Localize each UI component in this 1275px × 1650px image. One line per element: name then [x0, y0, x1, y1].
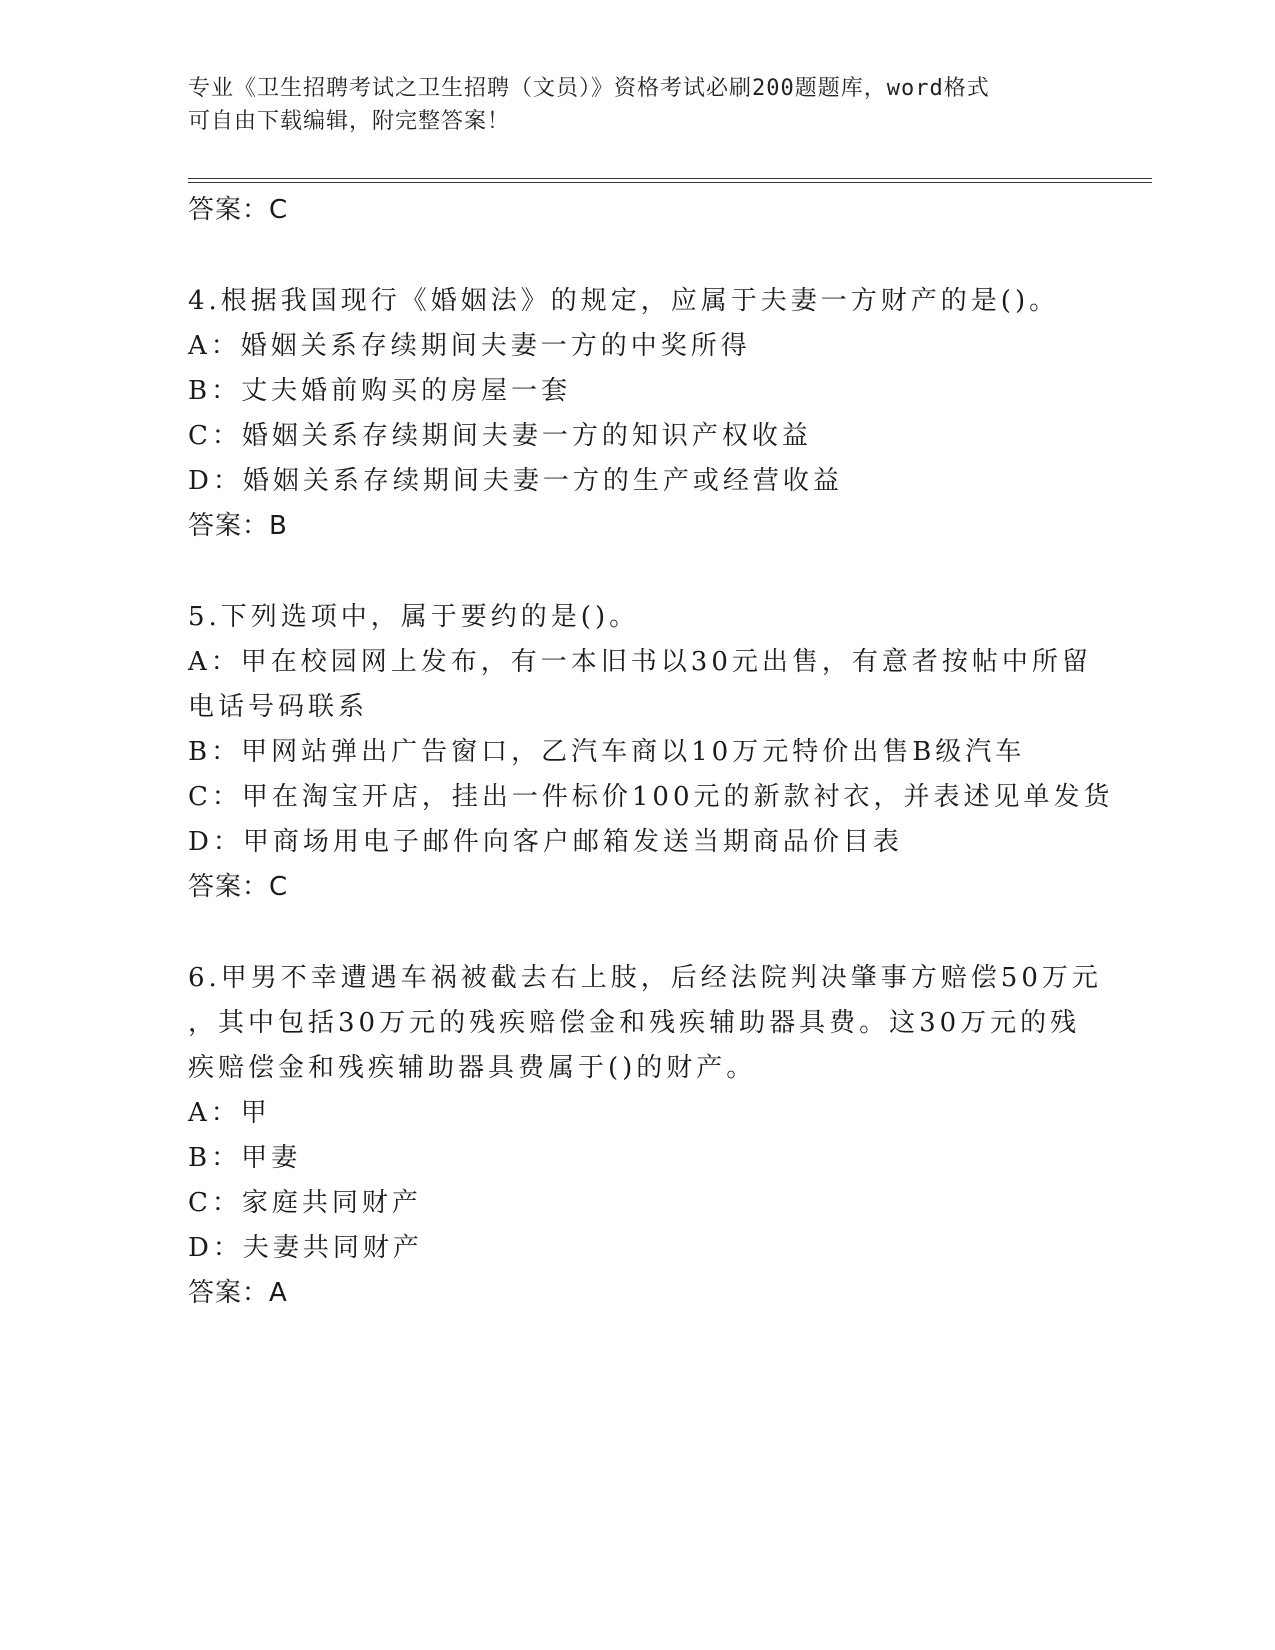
- document-header: [188, 72, 1068, 138]
- spacer: [188, 910, 1088, 956]
- header-line-2: 可自由下载编辑，附完整答案！: [188, 109, 511, 134]
- question-stem-line: ，其中包括30万元的残疾赔偿金和残疾辅助器具费。这30万元的残: [188, 1008, 1081, 1038]
- question-block: [188, 956, 1102, 1316]
- option-d: D：甲商场用电子邮件向客户邮箱发送当期商品价目表: [188, 827, 903, 857]
- option-b: B：甲妻: [188, 1143, 302, 1173]
- option-a-continued: 电话号码联系: [188, 692, 369, 722]
- spacer: [188, 549, 1088, 595]
- header-divider-bottom: [188, 182, 1152, 183]
- answer-label: 答案：B: [188, 511, 288, 541]
- question-stem-line: 6.甲男不幸遭遇车祸被截去右上肢，后经法院判决肇事方赔偿50万元: [188, 963, 1102, 993]
- previous-answer: 答案：C: [188, 195, 289, 225]
- spacer: [188, 233, 1088, 279]
- header-line-1: 专业《卫生招聘考试之卫生招聘（文员）》资格考试必刷200题题库，word格式: [188, 76, 990, 101]
- option-d: D：婚姻关系存续期间夫妻一方的生产或经营收益: [188, 466, 843, 496]
- option-a: A：婚姻关系存续期间夫妻一方的中奖所得: [188, 331, 751, 361]
- option-c: C：家庭共同财产: [188, 1188, 422, 1218]
- option-d: D：夫妻共同财产: [188, 1233, 423, 1263]
- option-a: A：甲: [188, 1098, 271, 1128]
- question-stem-line: 疾赔偿金和残疾辅助器具费属于()的财产。: [188, 1053, 757, 1083]
- option-a: A：甲在校园网上发布，有一本旧书以30元出售，有意者按帖中所留: [188, 647, 1092, 677]
- option-c: C：甲在淘宝开店，挂出一件标价100元的新款衬衣，并表述见单发货: [188, 782, 1114, 812]
- question-stem-line: 5.下列选项中，属于要约的是()。: [188, 602, 640, 632]
- option-b: B：甲网站弹出广告窗口，乙汽车商以10万元特价出售B级汽车: [188, 737, 1026, 767]
- question-block: [188, 279, 1088, 549]
- question-list: [188, 188, 1114, 1316]
- option-b: B：丈夫婚前购买的房屋一套: [188, 376, 572, 406]
- header-divider-top: [188, 178, 1152, 179]
- answer-label: 答案：C: [188, 872, 289, 902]
- question-stem-line: 4.根据我国现行《婚姻法》的规定，应属于夫妻一方财产的是()。: [188, 286, 1060, 316]
- question-block: [188, 595, 1114, 910]
- answer-label: 答案：A: [188, 1278, 288, 1308]
- option-c: C：婚姻关系存续期间夫妻一方的知识产权收益: [188, 421, 812, 451]
